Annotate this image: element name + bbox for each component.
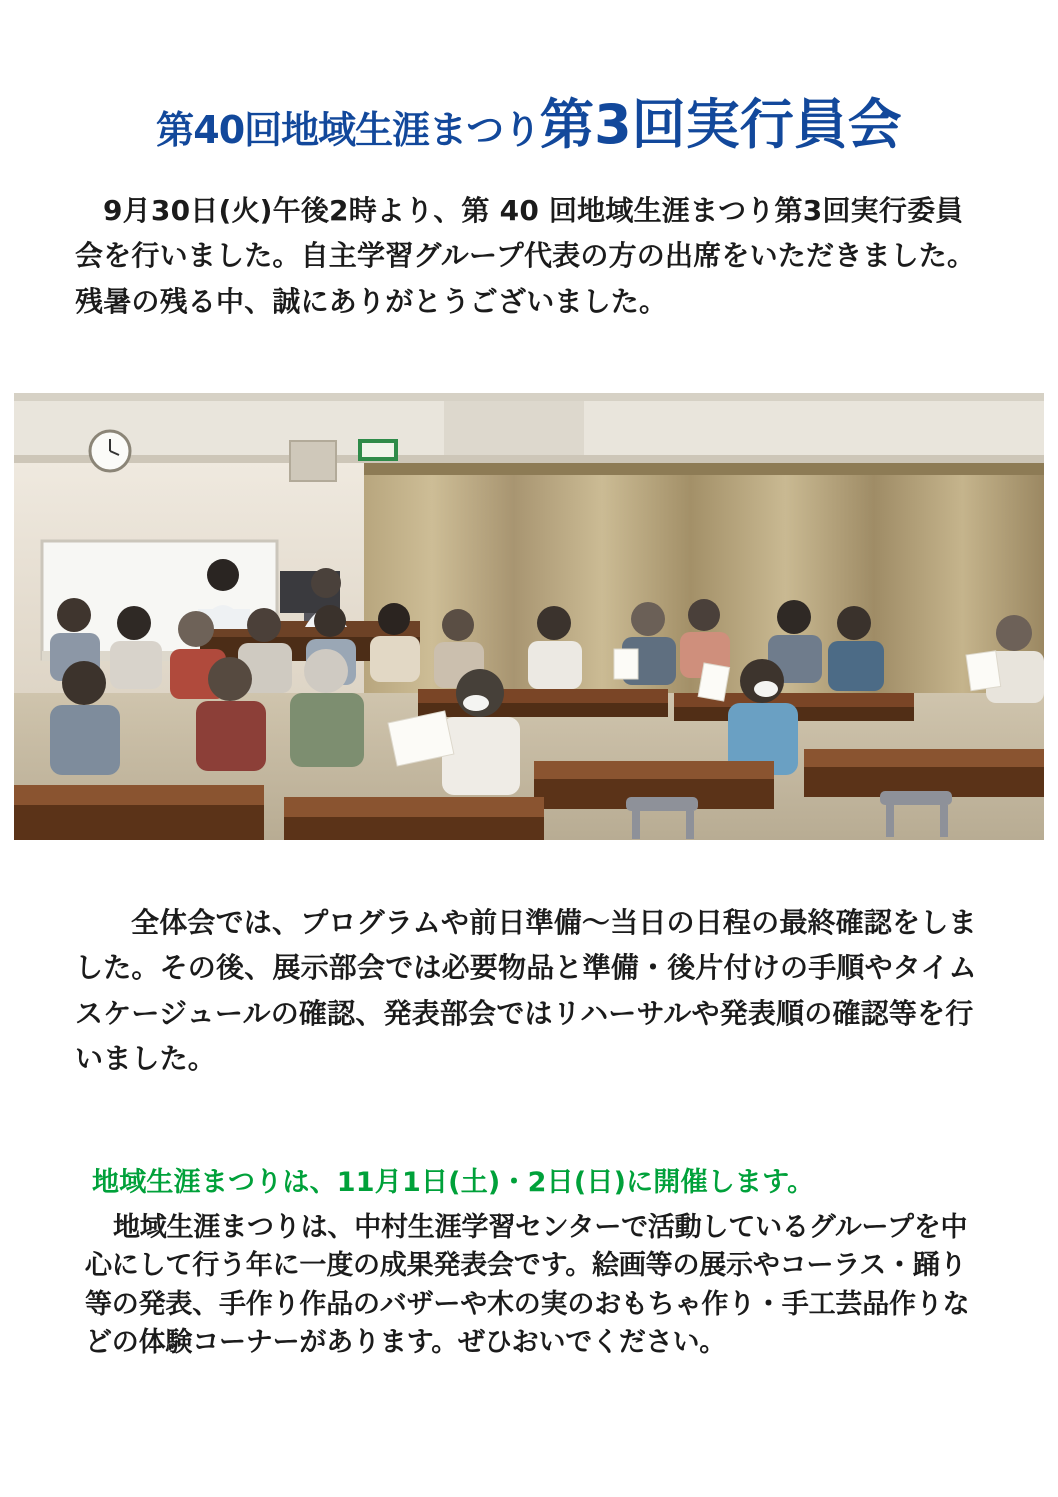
page-title — [0, 82, 1058, 159]
body-paragraph-1: 全体会では、プログラムや前日準備〜当日の日程の最終確認をしました。その後、展示部会では必要物品と準備・後片付けの手順やタイムスケージュールの確認、発表部会ではリハーサルや発表順の確認等を行いました。 — [75, 906, 977, 1076]
event-date-highlight: 地域生涯まつりは、11月1日(土)・2日(日)に開催します。 — [92, 1167, 815, 1198]
lead-paragraph: 9月30日(火)午後2時より、第 40 回地域生涯まつり第3回実行委員会を行いました。自主学習グループ代表の方の出席をいただきました。残暑の残る中、誠にありがとうございました。 — [75, 194, 976, 318]
page-title-main: 第3回実行員会 — [540, 93, 902, 156]
meeting-room-photo-graphic — [14, 393, 1044, 840]
meeting-room-photo — [14, 393, 1044, 840]
page-title-prefix: 第40回地域生涯まつり — [156, 108, 541, 152]
body-paragraph-2: 地域生涯まつりは、中村生涯学習センターで活動しているグループを中心にして行う年に一度の成果発表会です。絵画等の展示やコーラス・踊り等の発表、手作り作品のバザーや木の実のおもちゃ作り・手工芸品作りなどの体験コーナーがあります。ぜひおいでください。 — [85, 1212, 970, 1358]
